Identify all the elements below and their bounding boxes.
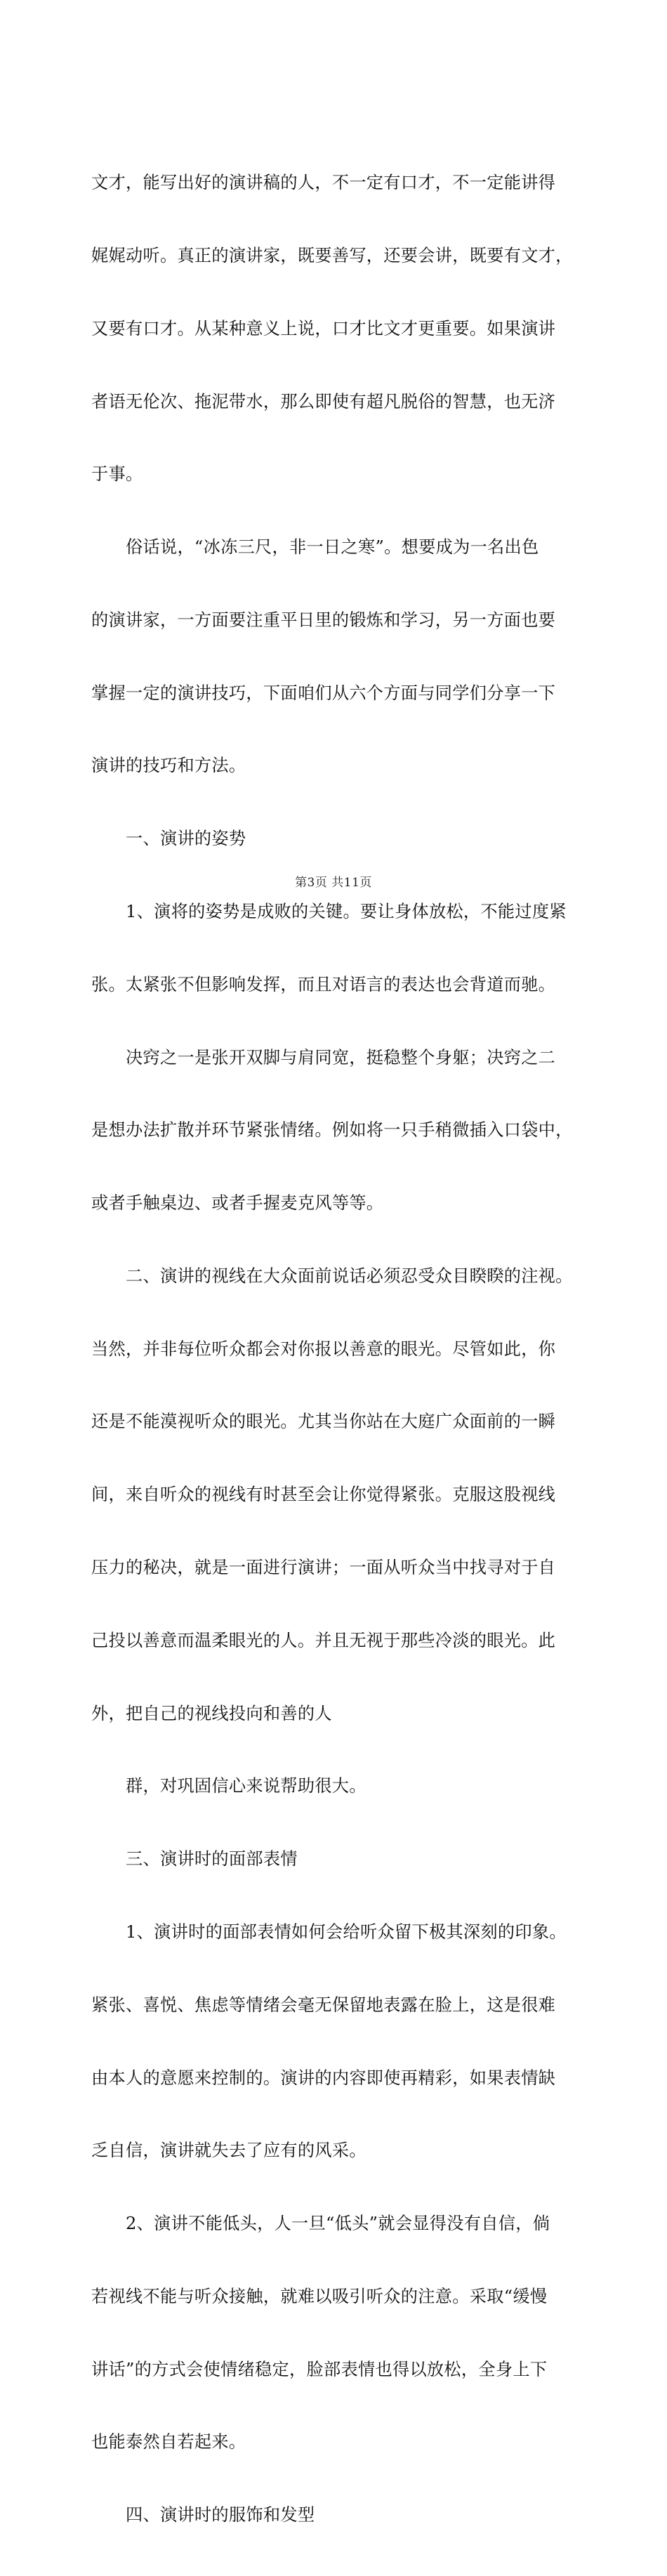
text-line: 间，来自听众的视线有时甚至会让你觉得紧张。克服这股视线 [91,1485,556,1505]
text-line: 乏自信，演讲就失去了应有的风采。 [91,2141,366,2161]
text-line: 讲话”的方式会使情绪稳定，脸部表情也得以放松，全身上下 [91,2359,548,2379]
text-line: 是想办法扩散并环节紧张情绪。例如将一只手稍微插入口袋中， [91,1120,573,1141]
text-line: 者语无伦次、拖泥带水，那么即使有超凡脱俗的智慧，也无济 [91,391,556,412]
text-line: 由本人的意愿来控制的。演讲的内容即使再精彩，如果表情缺 [91,2068,556,2088]
text-line: 张。太紧张不但影响发挥，而且对语言的表达也会背道而驰。 [91,974,556,994]
section-heading: 一、演讲的姿势 [91,829,246,849]
text-line: 掌握一定的演讲技巧，下面咱们从六个方面与同学们分享一下 [91,683,556,703]
text-line: 的演讲家，一方面要注重平日里的锻炼和学习，另一方面也要 [91,610,556,630]
text-line: 紧张、喜悦、焦虑等情绪会毫无保留地表露在脸上，这是很难 [91,1995,556,2015]
section-heading: 二、演讲的视线在大众面前说话必须忍受众目睽睽的注视。 [91,1266,573,1286]
text-line: 当然，并非每位听众都会对你报以善意的眼光。尽管如此，你 [91,1339,556,1359]
text-line: 外，把自己的视线投向和善的人 [91,1703,332,1723]
text-line: 又要有口才。从某种意义上说，口才比文才更重要。如果演讲 [91,318,556,339]
text-line: 或者手触桌边、或者手握麦克风等等。 [91,1193,384,1214]
text-line: 决窍之一是张开双脚与肩同宽，挺稳整个身躯；决窍之二 [91,1047,556,1067]
text-line: 己投以善意而温柔眼光的人。并且无视于那些冷淡的眼光。此 [91,1630,556,1650]
section-heading: 三、演讲时的面部表情 [91,1849,298,1869]
section-heading: 四、演讲时的服饰和发型 [91,2505,315,2525]
text-line: 群，对巩固信心来说帮助很大。 [91,1776,366,1796]
text-line: 1、演将的姿势是成败的关键。要让身体放松，不能过度紧 [91,902,567,921]
text-line: 娓娓动听。真正的演讲家，既要善写，还要会讲，既要有文才， [91,245,573,265]
body-paragraph [91,122,583,2576]
text-line: 还是不能漠视听众的眼光。尤其当你站在大庭广众面前的一瞬 [91,1412,556,1432]
text-line: 1、演讲时的面部表情如何会给听众留下极其深刻的印象。 [91,1921,567,1942]
text-line: 文才，能写出好的演讲稿的人，不一定有口才，不一定能讲得 [91,173,556,193]
text-line: 演讲的技巧和方法。 [91,756,246,776]
document-body [91,122,583,2576]
text-line: 若视线不能与听众接触，就难以吸引听众的注意。采取“缓慢 [91,2286,548,2306]
text-line: 2、演讲不能低头，人一旦“低头”就会显得没有自信，倘 [91,2214,550,2234]
text-line: 俗话说，“冰冻三尺，非一日之寒”。想要成为一名出色 [91,537,539,558]
text-line: 也能泰然自若起来。 [91,2432,246,2452]
page-number-footer: 第3页 共11页 [295,876,372,890]
text-line: 压力的秘决，就是一面进行演讲；一面从听众当中找寻对于自 [91,1558,556,1578]
text-line: 于事。 [91,464,143,485]
